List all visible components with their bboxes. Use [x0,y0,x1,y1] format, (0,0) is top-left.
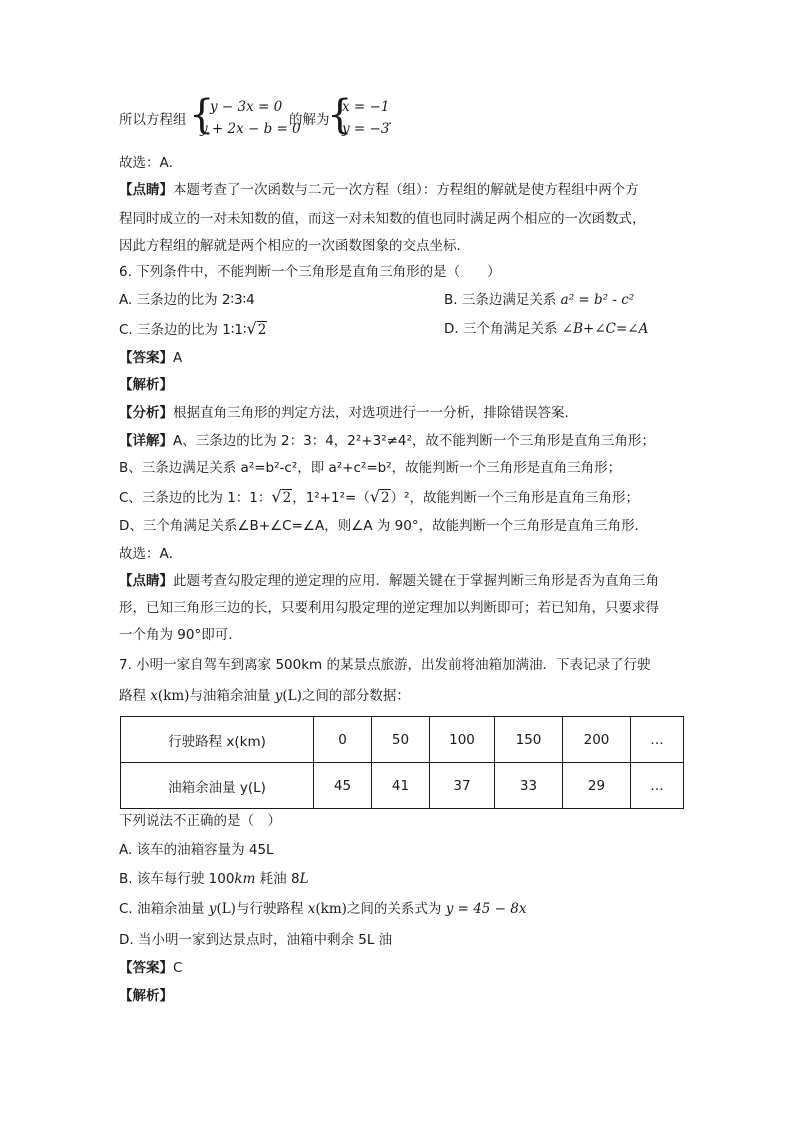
q6-detail-b: B、三条边满足关系 a²=b²-c²，即 a²+c²=b²，故能判断一个三角形是直角三角形； [119,460,622,476]
table-cell: 37 [430,763,495,809]
choice-line: 故选：A． [119,155,183,171]
q7-analysis-tag: 【解析】 [119,988,173,1004]
table-cell: 41 [372,763,430,809]
table-cell: 0 [314,717,372,763]
q6-answer [119,349,182,367]
q7-stem-2b: 与油箱余油量 [189,688,275,704]
q7-option-c-c: 与行驶路程 [235,901,308,917]
q6-detail-a [119,432,655,450]
q7-option-c-x: x [307,901,316,917]
xiangjie-tag: 【详解】 [119,433,173,449]
system1-eq2: y + 2x − b = 0 [200,121,301,137]
table-cell: 100 [430,717,495,763]
detail-c-part2: ，1²+1²=（ [292,490,370,506]
answer-tag: 【答案】 [119,960,173,976]
system1-eq1: y − 3x = 0 [210,99,283,115]
table-cell: 150 [495,717,563,763]
q7-var-y: y [274,688,283,704]
q6-stem: 6. 下列条件中，不能判断一个三角形是直角三角形的是（ ） [119,264,501,280]
q7-option-b-km: km [234,871,256,887]
solution-middle: 的解为 [289,112,330,128]
q7-option-c-d: (km) [315,901,347,917]
table-cell: 29 [563,763,631,809]
q7-option-b-a: B. 该车每行驶 100 [119,871,235,887]
table-cell: 45 [314,763,372,809]
detail-a-text: A、三条边的比为 2：3：4，2²+3²≠4²，故不能判断一个三角形是直角三角形； [173,433,655,449]
q7-option-d: D. 当小明一家到达景点时，油箱中剩余 5L 油 [119,932,393,948]
solution-end: . [388,112,393,128]
system2-eq1: x = −1 [342,99,390,115]
q7-question: 下列说法不正确的是（ ） [119,813,281,829]
comment-line-3: 因此方程组的解就是两个相应的一次函数图象的交点坐标． [119,238,470,254]
q6-option-c-text: C. 三条边的比为 1∶1∶ [119,322,247,338]
sqrt-icon: √ [271,487,282,506]
q7-var-x: x [150,688,158,704]
q7-option-c-a: C. 油箱余油量 [119,901,209,917]
table-cell: 200 [563,717,631,763]
comment-line-1 [119,181,639,199]
q7-option-c-e: 之间的关系式为 [346,901,446,917]
q6-detail-c [119,488,639,507]
table-row-label: 行驶路程 x(km) [121,717,314,763]
table-cell: 50 [372,717,430,763]
left-brace-1: { [189,92,215,138]
q6-option-d-math: ∠B+∠C=∠A [561,321,649,337]
q7-option-b-l: L [299,871,309,887]
q6-option-b-text: B. 三条边满足关系 [444,292,561,308]
comment-line-2: 程同时成立的一对未知数的值，而这一对未知数的值也同时满足两个相应的一次函数式， [119,211,646,227]
sqrt-icon: √ [369,487,381,506]
comment-tag: 【点睛】 [119,182,173,198]
left-brace-2: { [327,92,353,138]
detail-c-part1: C、三条边的比为 1：1： [119,490,272,506]
comment-text: 此题考查勾股定理的逆定理的应用．解题关键在于掌握判断三角形是否为直角三角 [173,573,659,589]
comment-text: 本题考查了一次函数与二元一次方程（组）：方程组的解就是使方程组中两个方 [173,182,639,198]
q7-option-b-b: 耗油 8 [255,871,300,887]
q6-option-b-math: a² = b² - c² [560,292,635,308]
data-table [120,716,684,809]
q7-unit-l: (L) [282,688,302,704]
q6-detail-d: D、三个角满足关系∠B+∠C=∠A，则∠A 为 90°，故能判断一个三角形是直角三角形． [119,518,649,534]
q6-comment-1 [119,572,659,590]
q7-stem-2 [119,687,410,705]
sqrt-icon: √ [246,319,257,338]
q7-unit-km: (km) [157,688,190,704]
q6-option-a: A. 三条边的比为 2∶3∶4 [119,292,255,308]
q7-stem-2c: 之间的部分数据： [301,688,410,704]
q6-analysis-tag: 【解析】 [119,377,173,393]
q6-option-c [119,320,267,339]
q6-option-b [444,291,634,309]
system2-eq2: y = −3 [342,121,390,137]
table-cell: … [631,717,684,763]
table-cell: 33 [495,763,563,809]
q7-option-b [119,870,309,888]
fenxi-tag: 【分析】 [119,405,173,421]
q7-stem-1: 7. 小明一家自驾车到离家 500km 的某景点旅游，出发前将油箱加满油．下表记录了行驶 [119,657,651,673]
q6-comment-3: 一个角为 90°即可． [119,627,242,643]
q7-stem-2a: 路程 [119,688,151,704]
table-row [121,717,684,763]
q6-fenxi [119,404,578,422]
detail-c-radicand-2: 2 [381,490,390,506]
table-row-label: 油箱余油量 y(L) [121,763,314,809]
detail-c-part3: ）²，故能判断一个三角形是直角三角形； [390,490,640,506]
q7-option-c-y: y [208,901,217,917]
table-cell: … [631,763,684,809]
q6-option-d [444,320,648,338]
q6-comment-2: 形，已知三角形三边的长，只要利用勾股定理的逆定理加以判断即可；若已知角，只要求得 [119,600,659,616]
q7-option-a: A. 该车的油箱容量为 45L [119,842,274,858]
solution-prefix: 所以方程组 [119,112,187,128]
q7-option-c [119,900,526,918]
q7-option-c-formula: y = 45 − 8x [445,901,527,917]
table-row [121,763,684,809]
answer-value: A [173,350,183,366]
detail-c-radicand: 2 [282,490,292,506]
answer-value: C [173,960,183,976]
q7-option-c-b: (L) [216,901,236,917]
fenxi-text: 根据直角三角形的判定方法，对选项进行一一分析，排除错误答案． [173,405,578,421]
answer-tag: 【答案】 [119,350,173,366]
q6-option-d-text: D. 三个角满足关系 [444,321,562,337]
q6-option-c-radicand: 2 [257,322,267,338]
q7-answer [119,959,182,977]
q6-choice: 故选：A． [119,546,183,562]
comment-tag: 【点睛】 [119,573,173,589]
